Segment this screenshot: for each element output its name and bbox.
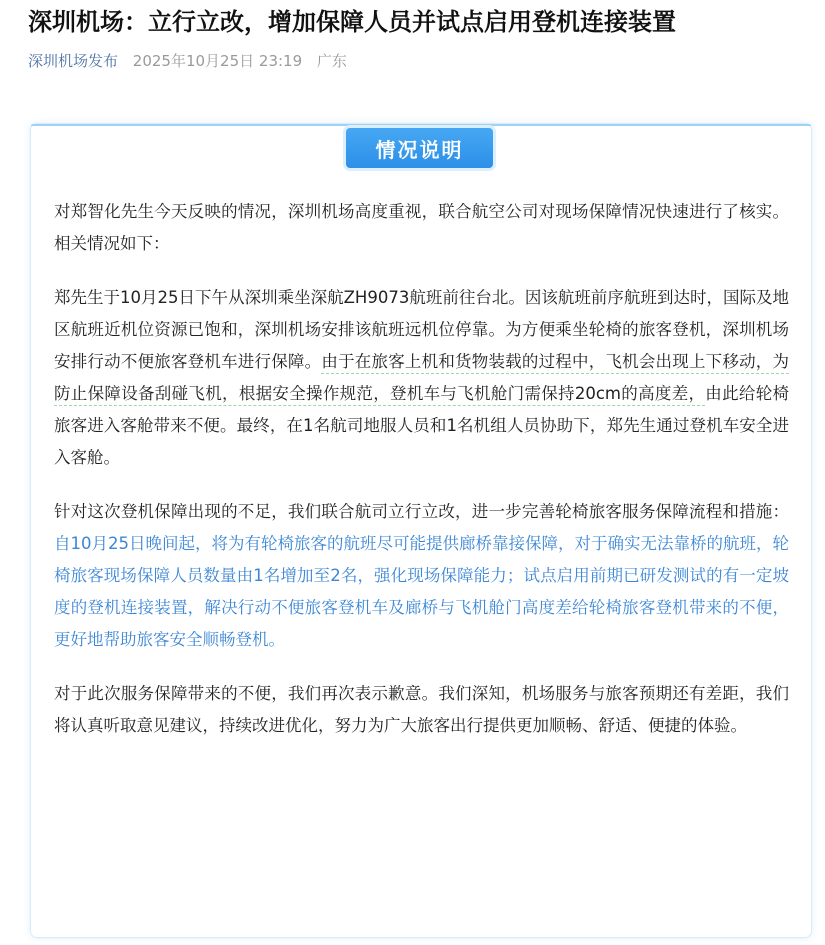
situation-text: 郑先生于10月25日下午从深圳乘坐深航ZH9073航班前往台北。因该航班前序航班到达时，国际及地区航班近机位资源已饱和，深圳机场安排该航班远机位停靠。为方便乘坐轮椅的旅客登机，深圳机场安排行动不便旅客登机车进行保障。 — [54, 288, 789, 371]
statement-card — [31, 124, 811, 937]
publish-datetime: 2025年10月25日 23:19 — [132, 52, 303, 70]
measures-highlighted-text: 自10月25日晚间起，将为有轮椅旅客的航班尽可能提供廊桥靠接保障，对于确实无法靠桥的航班，轮椅旅客现场保障人员数量由1名增加至2名，强化现场保障能力；试点启用前期已研发测试的有一定坡度的登机连接装置，解决行动不便旅客登机车及廊桥与飞机舱门高度差给轮椅旅客登机带来的不便，更好地帮助旅客安全顺畅登机。 — [54, 534, 789, 649]
article-meta — [28, 50, 347, 72]
paragraph-intro: 对郑智化先生今天反映的情况，深圳机场高度重视，联合航空公司对现场保障情况快速进行了核实。相关情况如下： — [54, 202, 789, 253]
paragraph-measures — [54, 496, 789, 656]
measures-lead-text: 针对这次登机保障出现的不足，我们联合航司立行立改，进一步完善轮椅旅客服务保障流程和措施： — [54, 502, 789, 521]
paragraph-situation — [54, 282, 789, 474]
article-title: 深圳机场：立行立改，增加保障人员并试点启用登机连接装置 — [28, 8, 676, 36]
author-link[interactable]: 深圳机场发布 — [28, 52, 119, 70]
situation-text-end: 由此给轮椅旅客进入客舱带来不便。最终，在1名航司地服人员和1名机组人员协助下，郑先生通过登机车安全进入客舱。 — [54, 384, 790, 467]
publish-location: 广东 — [316, 52, 347, 70]
statement-heading-badge: 情况说明 — [346, 128, 493, 168]
statement-body — [54, 196, 789, 764]
situation-underlined-text: 由于在旅客上机和货物装载的过程中，飞机会出现上下移动，为防止保障设备刮碰飞机，根据安全操作规范，登机车与飞机舱门需保持20cm的高度差， — [54, 352, 790, 403]
card-top-border — [31, 124, 811, 126]
paragraph-apology: 对于此次服务保障带来的不便，我们再次表示歉意。我们深知，机场服务与旅客预期还有差距，我们将认真听取意见建议，持续改进优化，努力为广大旅客出行提供更加顺畅、舒适、便捷的体验。 — [54, 684, 789, 735]
